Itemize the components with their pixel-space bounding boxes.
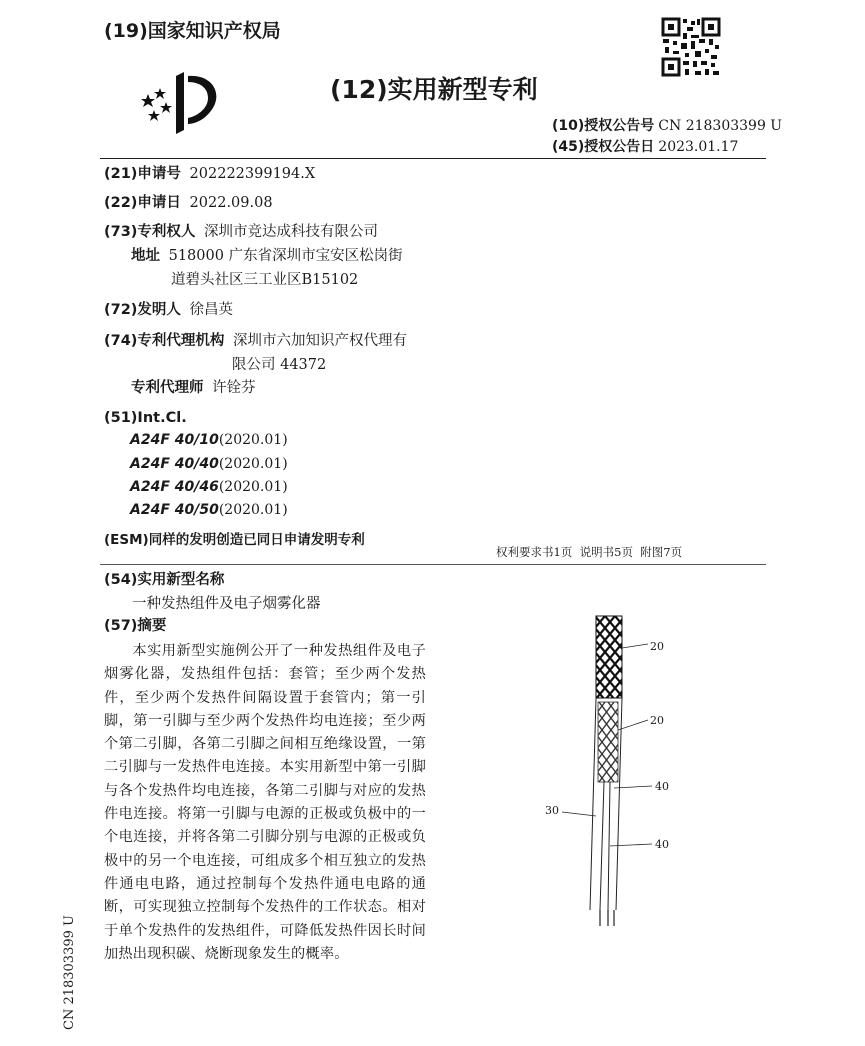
agency-line-2: 限公司 44372: [232, 357, 327, 373]
publication-date: 2023.01.17: [658, 139, 739, 155]
publication-number-label: (10)授权公告号: [552, 118, 655, 134]
reference-numeral: 20: [650, 640, 664, 653]
ipc-entry: A24F 40/50(2020.01): [130, 502, 288, 518]
application-number-label: (21)申请号: [104, 166, 181, 182]
agency-line-2-row: [232, 353, 326, 377]
ipc-entry: A24F 40/10(2020.01): [130, 432, 288, 448]
publication-number: CN 218303399 U: [658, 118, 783, 134]
esm-note: (ESM)同样的发明创造已同日申请发明专利: [104, 532, 365, 548]
agent: 许铨芬: [212, 380, 256, 396]
abstract-label: (57)摘要: [104, 618, 167, 634]
application-date-row: [104, 191, 273, 215]
ipc-label-row: [104, 406, 187, 430]
agent-label: 专利代理师: [131, 380, 204, 396]
agent-row: [131, 376, 256, 400]
title-row: [132, 592, 321, 616]
ipc-label: (51)Int.Cl.: [104, 410, 187, 426]
publication-number-row: [552, 115, 782, 135]
address-line-2: 道碧头社区三工业区B15102: [171, 272, 359, 288]
address-row: [131, 244, 403, 268]
issuing-office: (19)国家知识产权局: [104, 20, 281, 42]
application-number-row: [104, 162, 315, 186]
application-date-label: (22)申请日: [104, 195, 181, 211]
address-label: 地址: [131, 248, 160, 264]
inventor-label: (72)发明人: [104, 302, 181, 318]
title-label: (54)实用新型名称: [104, 572, 225, 588]
abstract-label-row: [104, 614, 166, 638]
qr-code-icon: [661, 17, 721, 77]
address-line-2-row: [171, 268, 358, 292]
agency-row: [104, 329, 407, 353]
inventor-row: [104, 298, 233, 322]
representative-drawing: [530, 610, 730, 930]
reference-numeral: 30: [545, 804, 559, 817]
publication-date-row: [552, 136, 738, 156]
agency-line-1: 深圳市六加知识产权代理有: [233, 333, 408, 349]
application-date: 2022.09.08: [189, 195, 273, 211]
reference-numeral: 20: [650, 714, 664, 727]
reference-numeral: 40: [655, 780, 669, 793]
application-number: 202222399194.X: [189, 166, 316, 182]
section-divider: [100, 564, 766, 565]
cnipa-logo: [140, 66, 222, 138]
document-type: (12)实用新型专利: [330, 75, 538, 104]
reference-numeral: 40: [655, 838, 669, 851]
ipc-entry: A24F 40/40(2020.01): [130, 456, 288, 472]
title-label-row: [104, 568, 224, 592]
inventor: 徐昌英: [189, 302, 234, 318]
page-counts: 权利要求书1页 说明书5页 附图7页: [496, 545, 683, 559]
owner-label: (73)专利权人: [104, 224, 196, 240]
utility-model-title: 一种发热组件及电子烟雾化器: [132, 596, 321, 612]
publication-date-label: (45)授权公告日: [552, 139, 655, 155]
ipc-entry: A24F 40/46(2020.01): [130, 479, 288, 495]
header-divider: [100, 158, 766, 159]
owner: 深圳市竞达成科技有限公司: [204, 224, 379, 240]
address-line-1: 518000 广东省深圳市宝安区松岗街: [168, 248, 403, 264]
agency-label: (74)专利代理机构: [104, 333, 225, 349]
side-publication-number: CN 218303399 U: [62, 915, 77, 1030]
abstract-text: 本实用新型实施例公开了一种发热组件及电子烟雾化器，发热组件包括：套管；至少两个发热件，至少两个发热件间隔设置于套管内；第一引脚，第一引脚与至少两个发热件均电连接；至少两个第二引脚，各第二引脚之间相互绝缘设置，一第二引脚与一发热件电连接。本实用新型中第一引脚与各个发热件均电连接，各第二引脚与对应的发热件电连接。将第一引脚与电源的正极或负极中的一个电连接，并将各第二引脚分别与电源的正极或负极中的另一个电连接，可组成多个相互独立的发热件通电电路，通过控制每个发热件通电电路的通断，可实现独立控制每个发热件的工作状态。相对于单个发热件的发热组件，可降低发热件因长时间加热出现积碳、烧断现象发生的概率。: [104, 643, 426, 962]
owner-row: [104, 220, 378, 244]
